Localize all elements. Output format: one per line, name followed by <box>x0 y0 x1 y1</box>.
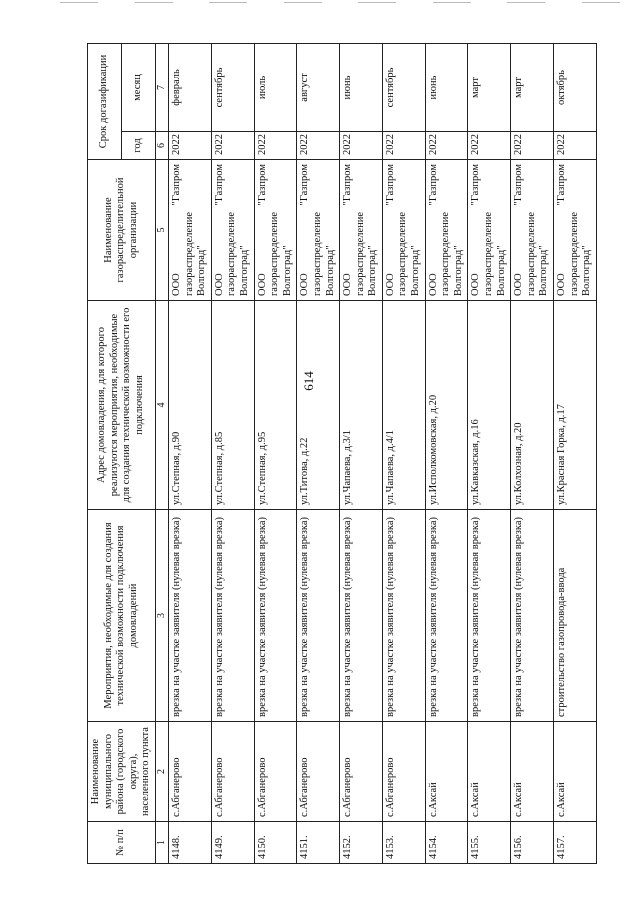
scan-mark <box>358 2 396 3</box>
row-number: 4153. <box>382 822 425 864</box>
header-municipality: Наименование муниципального района (городского округа), населенного пункта <box>88 722 156 822</box>
row-org: ООО "Газпром газораспределение Волгоград" <box>382 160 425 301</box>
col-number: 5 <box>155 160 168 301</box>
scan-mark <box>209 2 247 3</box>
row-month: июль <box>254 43 297 131</box>
col-number: 1 <box>155 822 168 864</box>
col-number: 2 <box>155 722 168 822</box>
row-month: октябрь <box>554 43 597 131</box>
col-number: 3 <box>155 510 168 722</box>
row-org: ООО "Газпром газораспределение Волгоград" <box>211 160 254 301</box>
row-number: 4150. <box>254 822 297 864</box>
header-address: Адрес домовладения, для которого реализуются мероприятия, необходимые для создания технической возможности его подключения <box>88 301 156 510</box>
scan-mark <box>582 2 620 3</box>
table-row <box>168 43 211 863</box>
row-year: 2022 <box>340 132 383 160</box>
rotated-table-wrapper <box>87 44 640 864</box>
scan-artifacts <box>60 2 620 6</box>
row-address: ул.Степная, д.90 <box>168 301 211 510</box>
row-year: 2022 <box>382 132 425 160</box>
row-month: февраль <box>168 43 211 131</box>
table-row <box>425 43 468 863</box>
row-month: июнь <box>340 43 383 131</box>
row-org: ООО "Газпром газораспределение Волгоград" <box>425 160 468 301</box>
row-number: 4157. <box>554 822 597 864</box>
row-year: 2022 <box>168 132 211 160</box>
row-month: март <box>468 43 511 131</box>
table-row <box>468 43 511 863</box>
table-row <box>297 43 340 863</box>
header-measures: Мероприятия, необходимые для создания технической возможности подключения домовладений <box>88 510 156 722</box>
row-org: ООО "Газпром газораспределение Волгоград" <box>511 160 554 301</box>
scan-mark <box>433 2 471 3</box>
row-locality: с.Абганерово <box>340 722 383 822</box>
row-month: июнь <box>425 43 468 131</box>
row-year: 2022 <box>425 132 468 160</box>
header-term: Срок догазификации <box>88 43 122 159</box>
table-row <box>340 43 383 863</box>
row-address: ул.Красная Горка, д.17 <box>554 301 597 510</box>
row-month: август <box>297 43 340 131</box>
row-locality: с.Аксай <box>511 722 554 822</box>
scan-mark <box>135 2 173 3</box>
row-year: 2022 <box>511 132 554 160</box>
row-measure: врезка на участке заявителя (нулевая врезка) <box>340 510 383 722</box>
row-locality: с.Абганерово <box>297 722 340 822</box>
col-number: 6 <box>155 132 168 160</box>
row-year: 2022 <box>468 132 511 160</box>
row-address: ул.Исполкомовская, д.20 <box>425 301 468 510</box>
table-body <box>168 43 596 863</box>
row-number: 4155. <box>468 822 511 864</box>
row-measure: врезка на участке заявителя (нулевая врезка) <box>168 510 211 722</box>
table-row <box>382 43 425 863</box>
column-number-row <box>155 43 168 863</box>
row-measure: врезка на участке заявителя (нулевая врезка) <box>211 510 254 722</box>
header-num: № п/п <box>88 822 156 864</box>
row-org: ООО "Газпром газораспределение Волгоград" <box>340 160 383 301</box>
table-row <box>554 43 597 863</box>
row-org: ООО "Газпром газораспределение Волгоград" <box>468 160 511 301</box>
row-number: 4154. <box>425 822 468 864</box>
header-org: Наименование газораспределительной организации <box>88 160 156 301</box>
scan-mark <box>507 2 545 3</box>
row-org: ООО "Газпром газораспределение Волгоград" <box>554 160 597 301</box>
row-year: 2022 <box>211 132 254 160</box>
row-org: ООО "Газпром газораспределение Волгоград" <box>168 160 211 301</box>
gasification-table <box>87 43 597 864</box>
table-row <box>254 43 297 863</box>
col-number: 7 <box>155 43 168 131</box>
row-measure: строительство газопровода-ввода <box>554 510 597 722</box>
table-row <box>211 43 254 863</box>
header-month: месяц <box>121 43 155 131</box>
row-number: 4148. <box>168 822 211 864</box>
row-measure: врезка на участке заявителя (нулевая врезка) <box>382 510 425 722</box>
row-measure: врезка на участке заявителя (нулевая врезка) <box>254 510 297 722</box>
row-number: 4151. <box>297 822 340 864</box>
row-address: ул.Кавказская, д.16 <box>468 301 511 510</box>
row-measure: врезка на участке заявителя (нулевая врезка) <box>511 510 554 722</box>
header-row <box>88 43 122 863</box>
row-address: ул.Титова, д.22 <box>297 301 340 510</box>
row-month: сентябрь <box>382 43 425 131</box>
scan-mark <box>284 2 322 3</box>
row-locality: с.Абганерово <box>254 722 297 822</box>
col-number: 4 <box>155 301 168 510</box>
row-month: март <box>511 43 554 131</box>
row-locality: с.Аксай <box>425 722 468 822</box>
row-measure: врезка на участке заявителя (нулевая врезка) <box>468 510 511 722</box>
row-number: 4156. <box>511 822 554 864</box>
row-org: ООО "Газпром газораспределение Волгоград" <box>254 160 297 301</box>
row-address: ул.Чапаева, д.3/1 <box>340 301 383 510</box>
document-page <box>87 44 640 864</box>
row-locality: с.Абганерово <box>382 722 425 822</box>
page-number: 614 <box>301 371 316 391</box>
row-year: 2022 <box>254 132 297 160</box>
row-month: сентябрь <box>211 43 254 131</box>
row-year: 2022 <box>297 132 340 160</box>
row-org: ООО "Газпром газораспределение Волгоград" <box>297 160 340 301</box>
row-number: 4149. <box>211 822 254 864</box>
row-measure: врезка на участке заявителя (нулевая врезка) <box>297 510 340 722</box>
row-address: ул.Колхозная, д.20 <box>511 301 554 510</box>
row-measure: врезка на участке заявителя (нулевая врезка) <box>425 510 468 722</box>
row-number: 4152. <box>340 822 383 864</box>
row-year: 2022 <box>554 132 597 160</box>
row-locality: с.Абганерово <box>168 722 211 822</box>
row-address: ул.Чапаева, д.4/1 <box>382 301 425 510</box>
table-header <box>88 43 169 863</box>
row-locality: с.Абганерово <box>211 722 254 822</box>
row-locality: с.Аксай <box>468 722 511 822</box>
table-row <box>511 43 554 863</box>
row-locality: с.Аксай <box>554 722 597 822</box>
row-address: ул.Степная, д.85 <box>211 301 254 510</box>
header-year: год <box>121 132 155 160</box>
row-address: ул.Степная, д.95 <box>254 301 297 510</box>
scan-mark <box>60 2 98 3</box>
